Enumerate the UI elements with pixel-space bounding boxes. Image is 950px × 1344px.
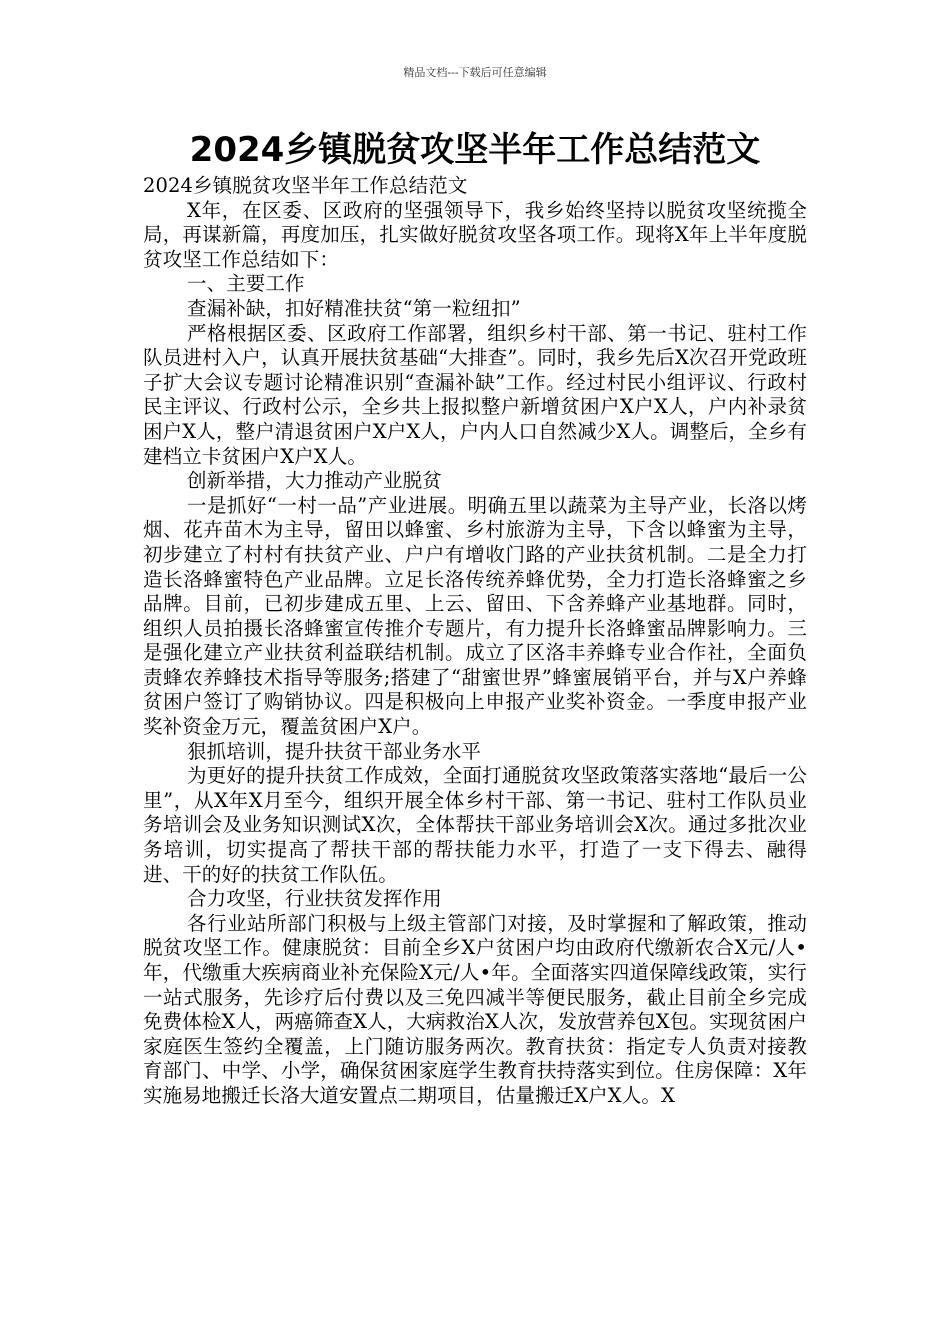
subheading-training: 狠抓培训，提升扶贫干部业务水平 [187,739,482,763]
paragraph-check-gaps: 严格根据区委、区政府工作部署，组织乡村干部、第一书记、驻村工作队员进村入户，认真开展扶贫基础“大排查”。同时，我乡先后X次召开党政班子扩大会议专题讨论精准识别“查漏补缺”工作。经过村民小组评议、行政村民主评议、行政村公示，全乡共上报拟整户新增贫困户X户X人，户内补录贫困户X人，整户清退贫困户X户X人，户内人口自然减少X人。调整后，全乡有建档立卡贫困户X户X人。 [143,321,807,468]
subheading-check-gaps: 查漏补缺，扣好精准扶贫“第一粒纽扣” [187,296,521,320]
document-subtitle: 2024乡镇脱贫攻坚半年工作总结范文 [143,174,468,197]
paragraph-sector: 各行业站所部门积极与上级主管部门对接，及时掌握和了解政策，推动脱贫攻坚工作。健康脱贫：目前全乡X户贫困户均由政府代缴新农合X元/人•年，代缴重大疾病商业补充保险X元/人•年。全面落实四道保障线政策，实行一站式服务，先诊疗后付费以及三免四减半等便民服务，截止目前全乡完成免费体检X人，两癌筛查X人，大病救治X人次，发放营养包X包。实现贫困户家庭医生签约全覆盖，上门随访服务两次。教育扶贫：指定专人负责对接教育部门、中学、小学，确保贫困家庭学生教育扶持落实到位。住房保障：X年实施易地搬迁长洛大道安置点二期项目，估量搬迁X户X人。X [143,911,807,1107]
subheading-industry: 创新举措，大力推动产业脱贫 [187,469,442,493]
paragraph-intro: X年，在区委、区政府的坚强领导下，我乡始终坚持以脱贫攻坚统揽全局，再谋新篇，再度加压，扎实做好脱贫攻坚各项工作。现将X年上半年度脱贫攻坚工作总结如下： [143,198,807,271]
document-title: 2024乡镇脱贫攻坚半年工作总结范文 [189,130,761,170]
header-note: 精品文档---下载后可任意编辑 [403,66,547,79]
document-body [143,174,807,1109]
paragraph-industry: 一是抓好“一村一品”产业进展。明确五里以蔬菜为主导产业，长洛以烤烟、花卉苗木为主导，留田以蜂蜜、乡村旅游为主导，下含以蜂蜜为主导，初步建立了村村有扶贫产业、户户有增收门路的产业扶贫机制。二是全力打造长洛蜂蜜特色产业品牌。立足长洛传统养蜂优势，全力打造长洛蜂蜜之乡品牌。目前，已初步建成五里、上云、留田、下含养蜂产业基地群。同时，组织人员拍摄长洛蜂蜜宣传推介专题片，有力提升长洛蜂蜜品牌影响力。三是强化建立产业扶贫利益联结机制。成立了区洛丰养蜂专业合作社，全面负责蜂农养蜂技术指导等服务;搭建了“甜蜜世界”蜂蜜展销平台，并与X户养蜂贫困户签订了购销协议。四是积极向上申报产业奖补资金。一季度申报产业奖补资金万元，覆盖贫困户X户。 [143,493,807,739]
paragraph-training: 为更好的提升扶贫工作成效，全面打通脱贫攻坚政策落实落地“最后一公里”，从X年X月至今，组织开展全体乡村干部、第一书记、驻村工作队员业务培训会及业务知识测试X次，全体帮扶干部业务培训会X次。通过多批次业务培训，切实提高了帮扶干部的帮扶能力水平，打造了一支下得去、融得进、干的好的扶贫工作队伍。 [143,764,807,886]
subheading-sector: 合力攻坚，行业扶贫发挥作用 [187,887,442,911]
section-heading-main-work: 一、主要工作 [187,272,305,296]
